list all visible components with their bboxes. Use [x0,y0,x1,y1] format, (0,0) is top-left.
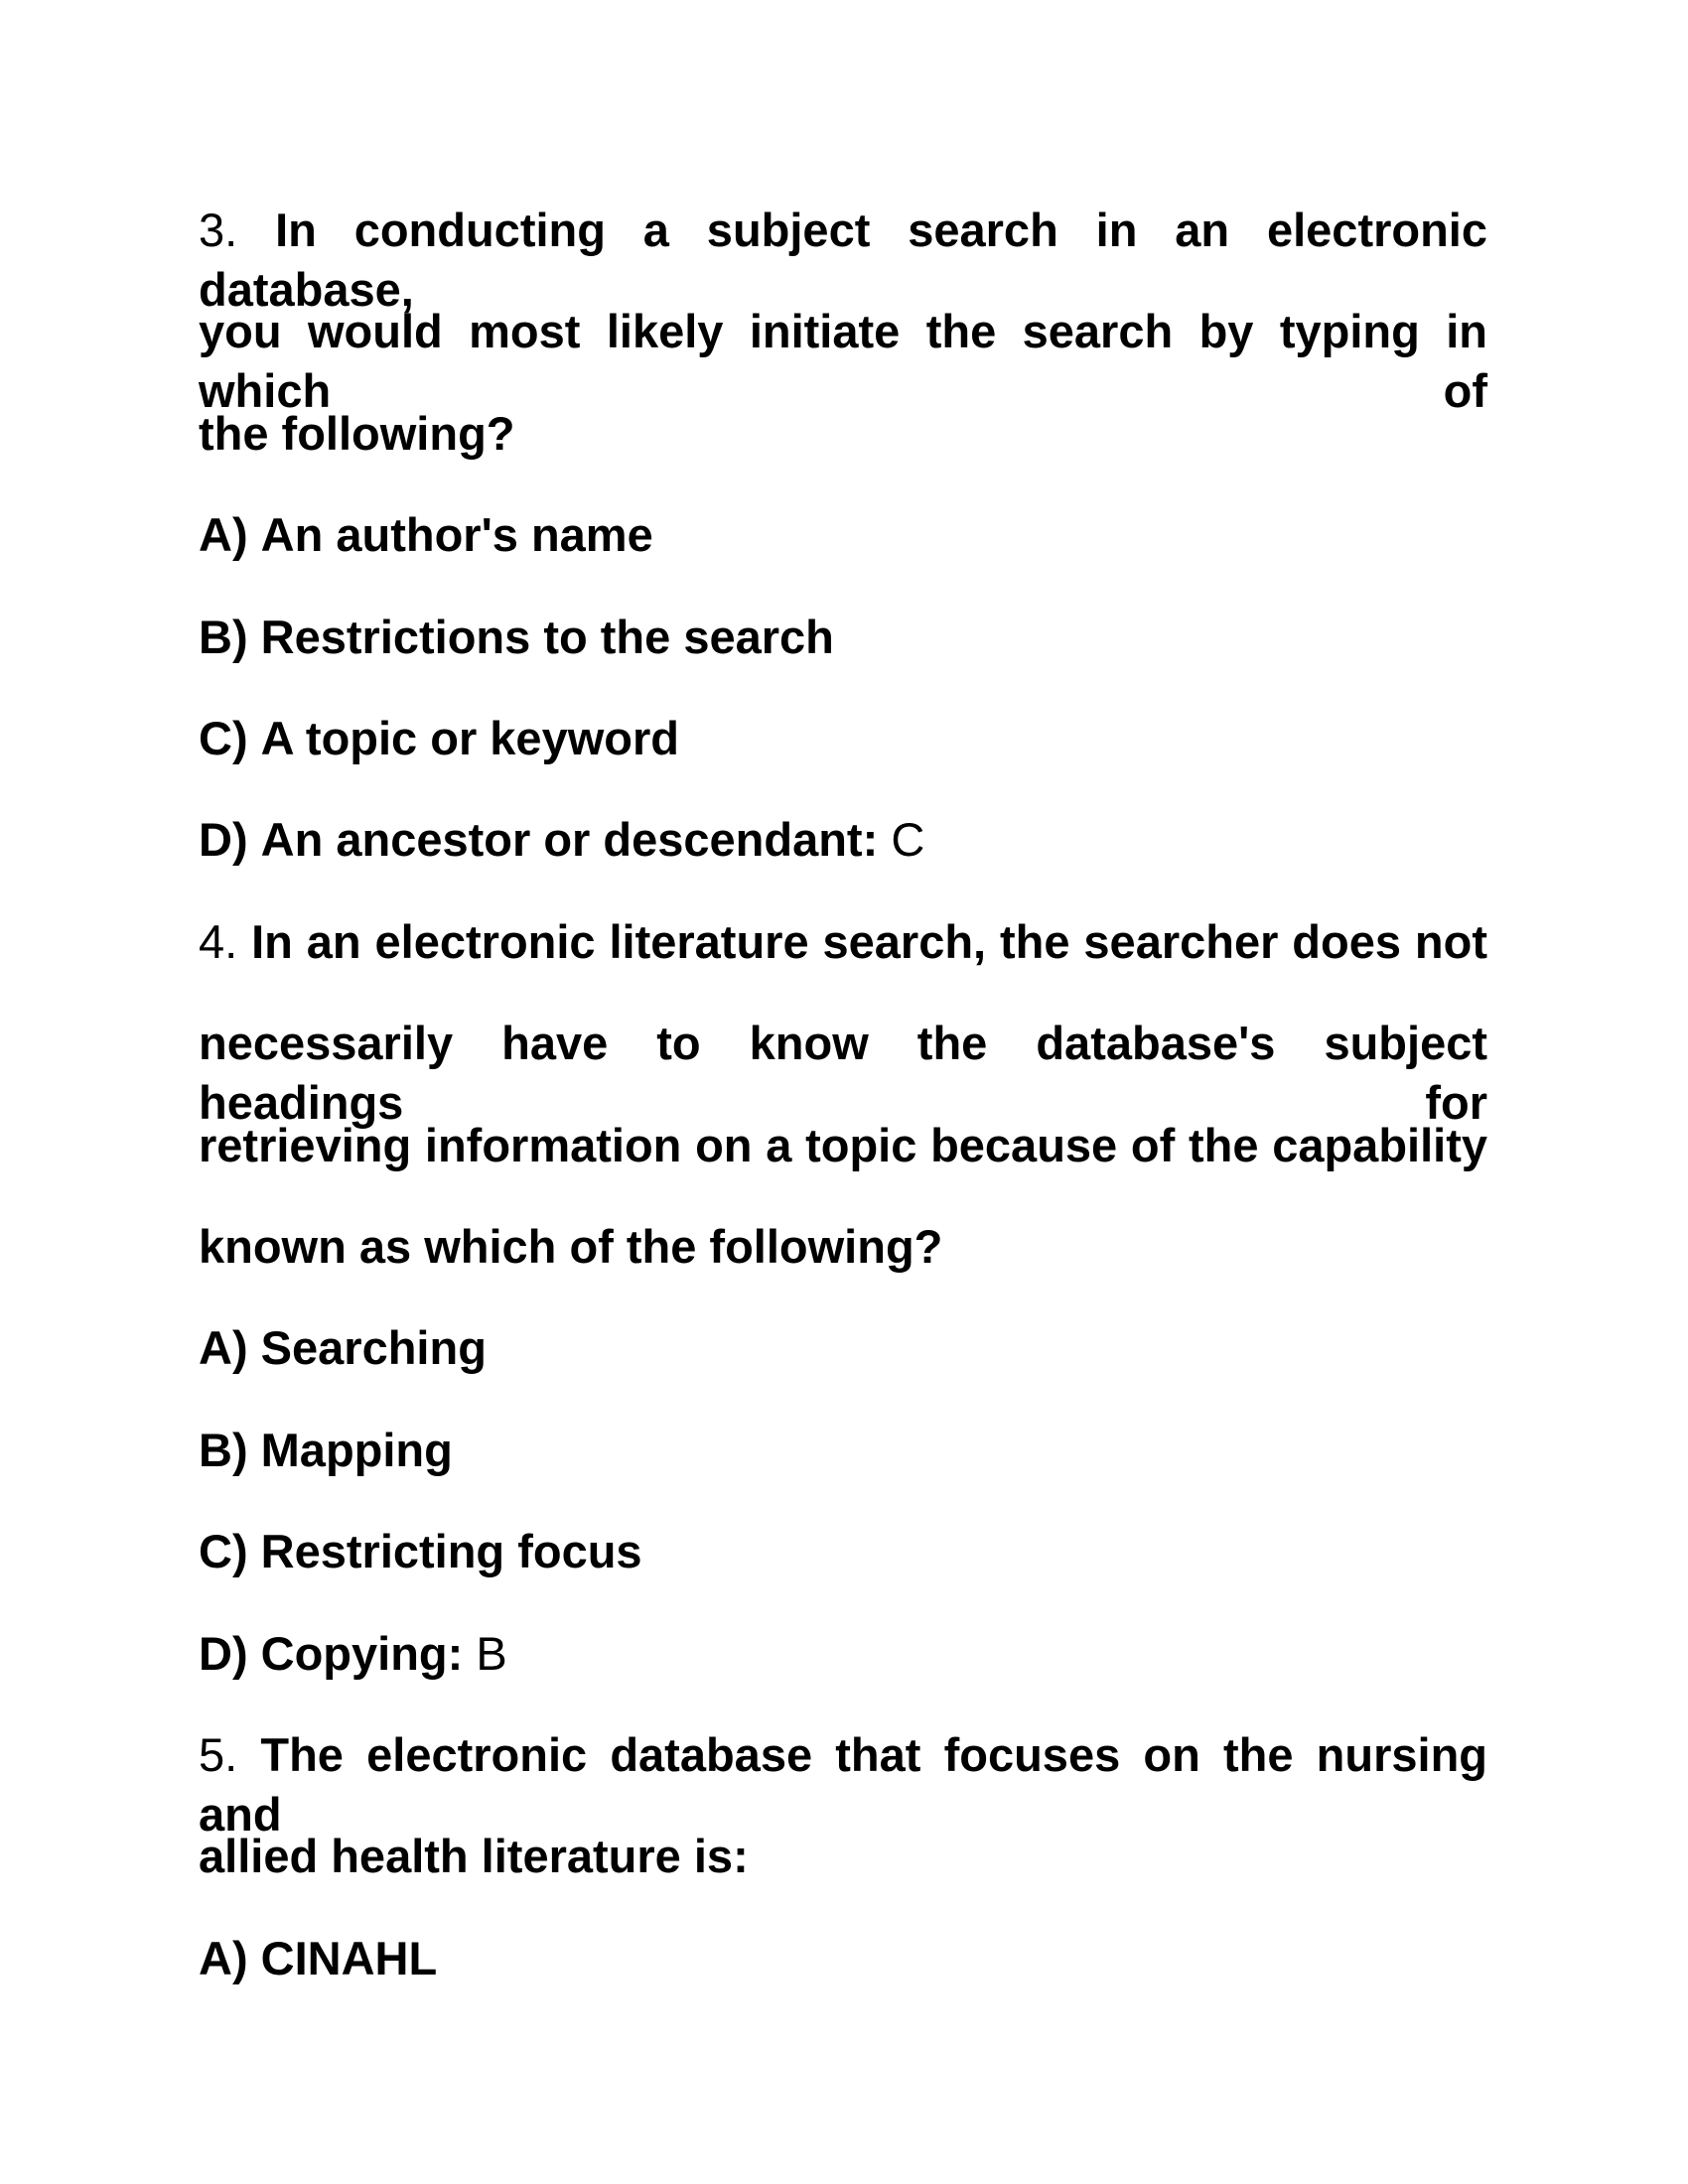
question-3-stem-line-2: you would most likely initiate the search by typing in which of [199,305,1487,417]
question-3-stem-line-1: 3. In conducting a subject search in an electronic database, [199,204,1488,316]
question-number: 5. [199,1728,238,1781]
question-5-stem-line-1: 5. The electronic database that focuses on the nursing and [199,1728,1487,1841]
question-4-stem-line-4: known as which of the following? [199,1220,943,1273]
question-5-option-a: A) CINAHL [199,1932,438,1984]
question-4-option-b: B) Mapping [199,1424,453,1476]
question-3-option-d: D) An ancestor or descendant: C [199,813,925,866]
answer-key: C [891,813,925,866]
question-4-stem-line-1: 4. In an electronic literature search, the searcher does not [199,915,1487,968]
question-4-option-c: C) Restricting focus [199,1525,642,1577]
question-3-option-b: B) Restrictions to the search [199,611,834,663]
question-4-stem-line-2: necessarily have to know the database's subject headings for [199,1017,1487,1129]
question-number: 3. [199,204,238,256]
question-3-option-c: C) A topic or keyword [199,712,679,764]
question-3-stem-line-3: the following? [199,407,515,460]
question-number: 4. [199,915,238,968]
answer-key: B [476,1627,507,1680]
question-4-stem-line-3: retrieving information on a topic because of the capability [199,1119,1487,1171]
question-5-stem-line-2: allied health literature is: [199,1830,749,1882]
question-4-option-a: A) Searching [199,1321,487,1374]
question-3-option-a: A) An author's name [199,508,653,561]
question-4-option-d: D) Copying: B [199,1627,507,1680]
